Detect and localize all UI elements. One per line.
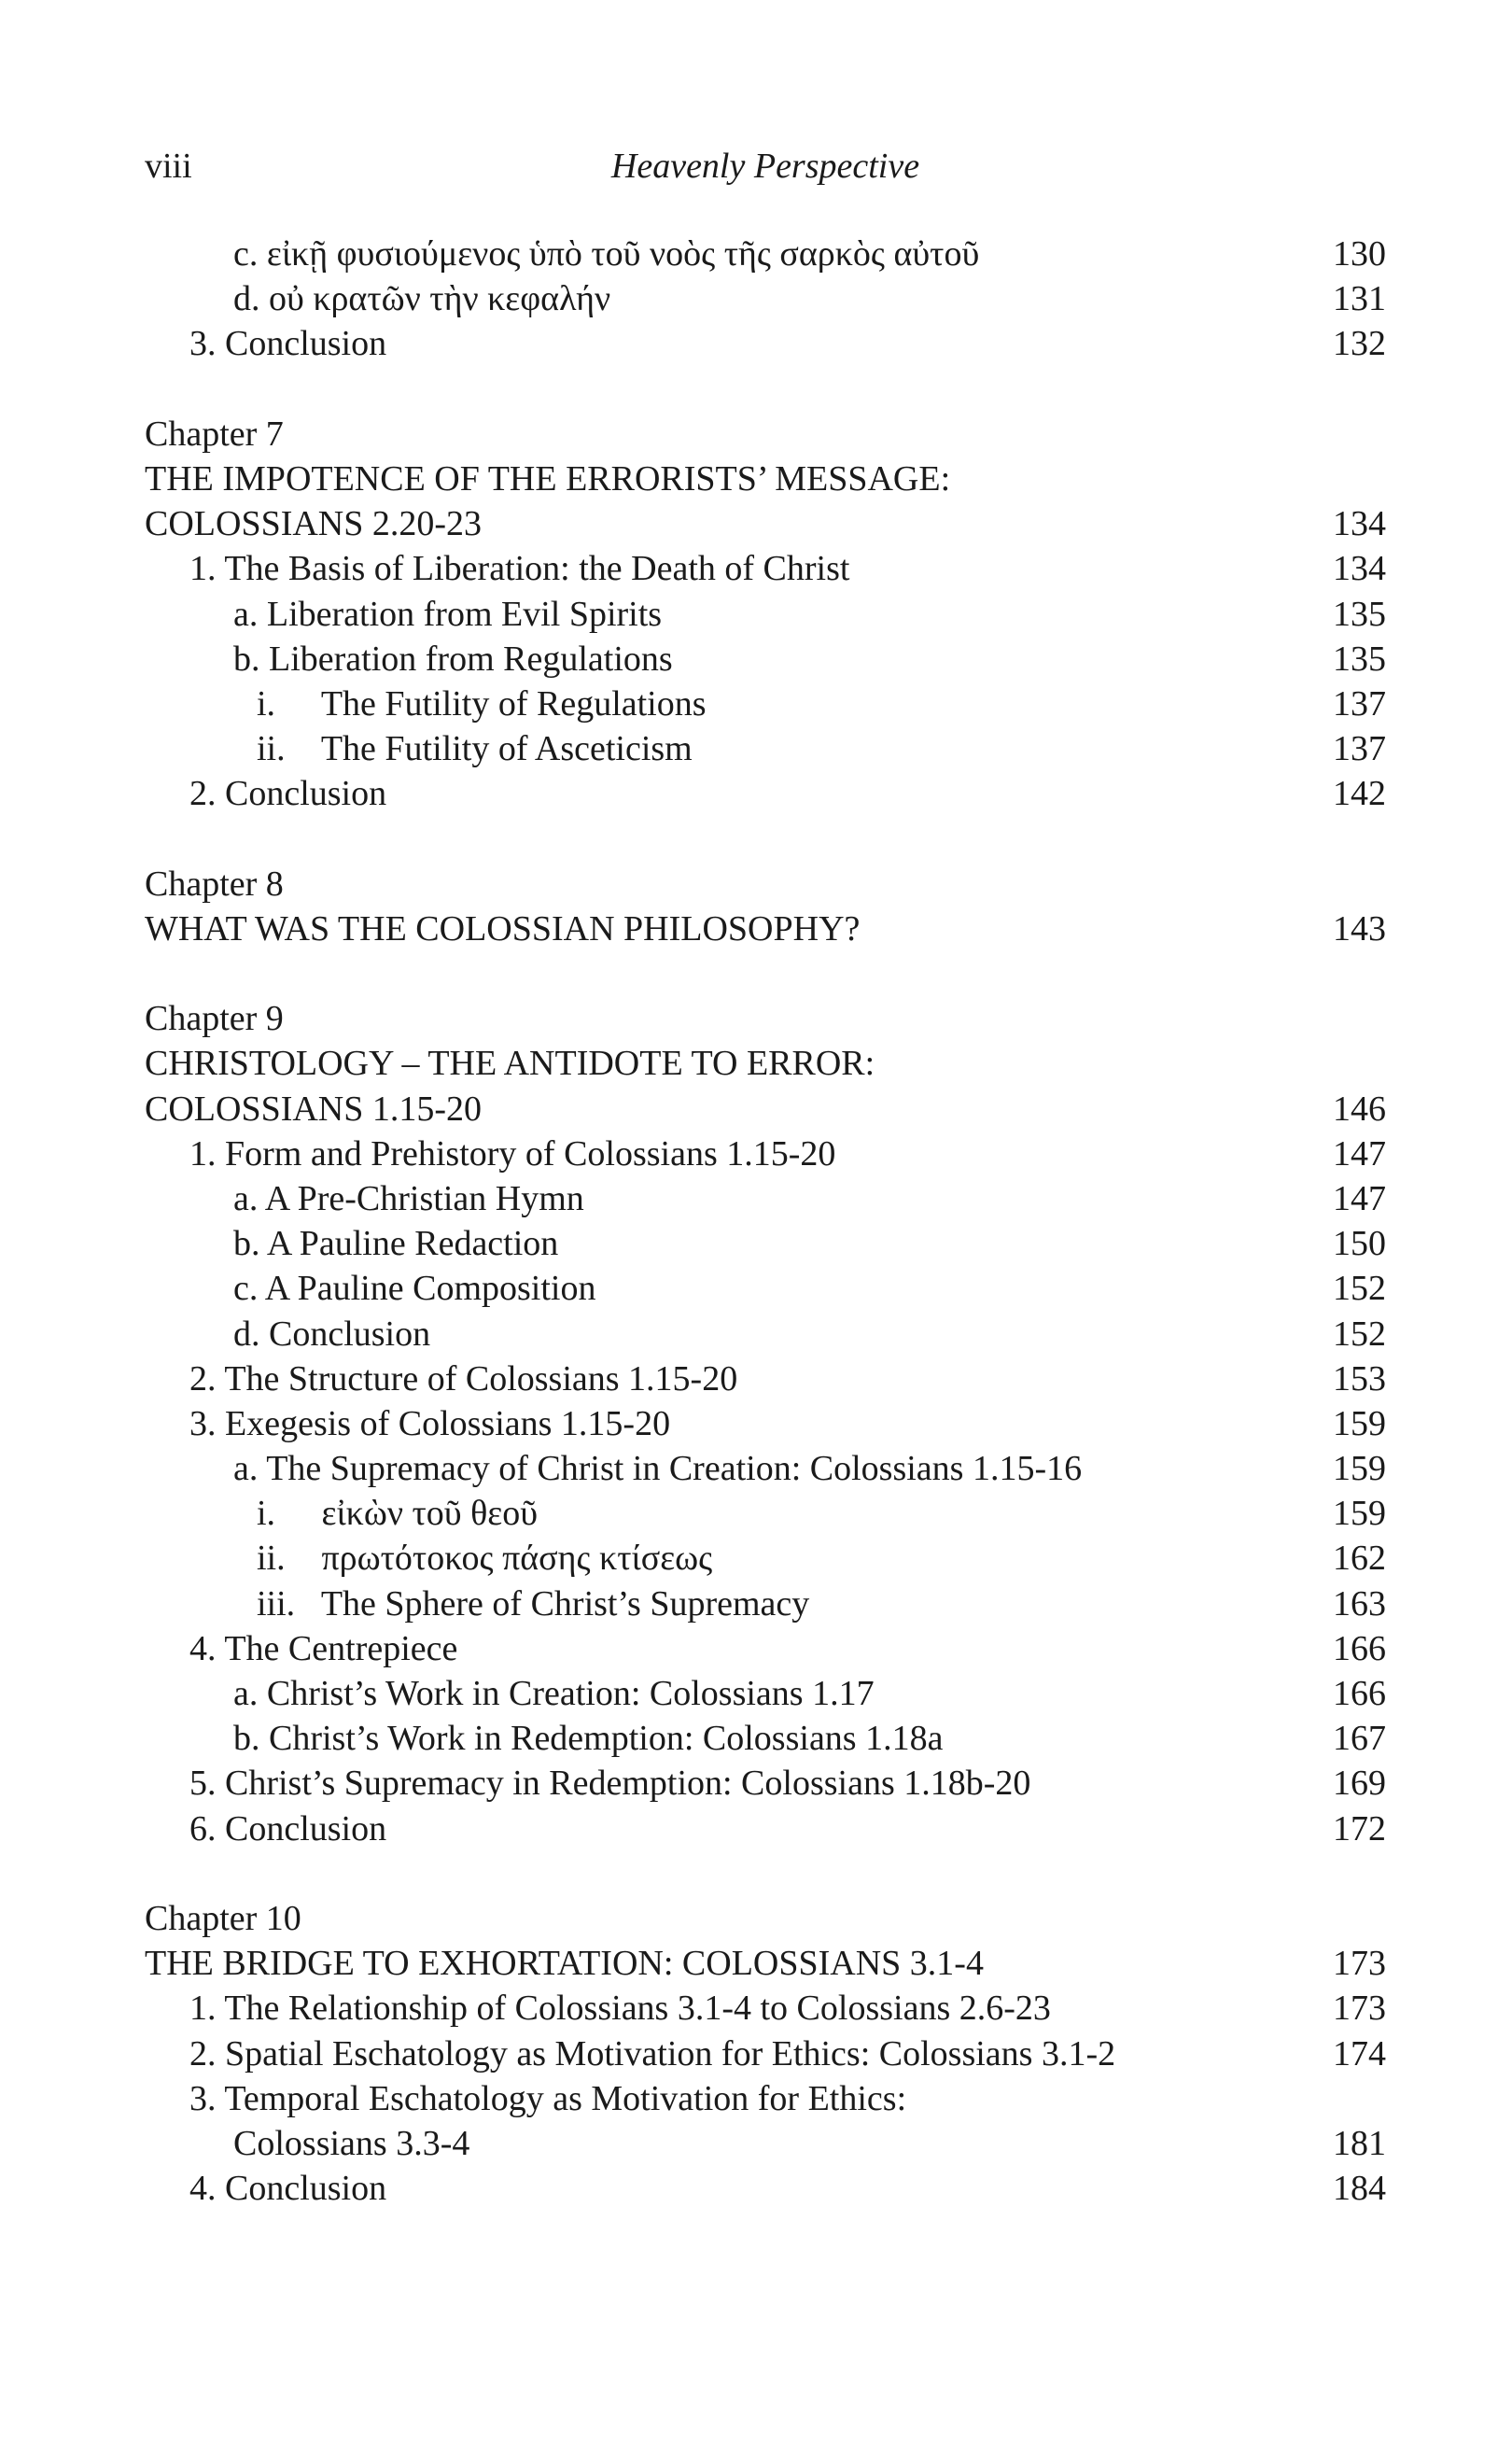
toc-entry (145, 321, 1386, 366)
toc-entry-title: Colossians 3.3-4 (233, 2123, 470, 2163)
toc-entry-title: Conclusion (225, 2169, 387, 2209)
page-number: viii (145, 147, 192, 186)
toc-entry (145, 682, 1386, 726)
toc-entry-page: 174 (1333, 2033, 1386, 2073)
toc-entry-title: Chapter 8 (145, 864, 284, 904)
toc-entry-number: 4. (189, 2169, 217, 2209)
toc-entry-text (189, 1761, 1030, 1806)
toc-entry-title: The Centrepiece (224, 1628, 458, 1668)
toc-entry (145, 1536, 1386, 1581)
toc-entry (145, 1221, 1386, 1266)
toc-entry-title: The Structure of Colossians 1.15-20 (224, 1358, 738, 1399)
toc-entry (145, 2076, 1386, 2121)
toc-entry-text (233, 1266, 595, 1311)
toc-entry-title: Christ’s Work in Redemption: Colossians 1.18a (269, 1719, 944, 1759)
toc-entry-number: d. (233, 279, 260, 319)
toc-entry-number: i. (257, 683, 276, 724)
toc-entry-number: iii. (257, 1583, 296, 1624)
toc-entry-page: 159 (1333, 1494, 1386, 1534)
toc-entry-text (233, 592, 662, 637)
toc-entry (145, 1401, 1386, 1446)
toc-entry (145, 501, 1386, 546)
section-spacer (145, 816, 1386, 861)
toc-entry-text (257, 726, 693, 771)
toc-entry-number: ii. (257, 729, 286, 769)
toc-entry-page: 153 (1333, 1358, 1386, 1399)
running-head (145, 140, 1386, 192)
toc-entry-page: 132 (1333, 324, 1386, 364)
toc-entry-page: 142 (1333, 774, 1386, 814)
toc-entry-title: Christ’s Supremacy in Redemption: Colossians 1.18b-20 (225, 1764, 1031, 1804)
toc-entry-title: Chapter 10 (145, 1898, 301, 1938)
toc-entry (145, 862, 1386, 907)
toc-entry-page: 167 (1333, 1719, 1386, 1759)
toc-entry (145, 1446, 1386, 1491)
toc-entry-title: A Pre-Christian Hymn (264, 1178, 584, 1218)
toc-entry-number: i. (257, 1494, 276, 1534)
toc-entry-title: Chapter 9 (145, 999, 284, 1039)
toc-entry-number: b. (233, 1224, 260, 1264)
toc-entry-text (189, 2031, 1115, 2076)
toc-entry-number: d. (233, 1314, 260, 1354)
toc-entry-text (233, 1176, 584, 1221)
table-of-contents (145, 232, 1386, 2211)
toc-entry (145, 1312, 1386, 1357)
toc-entry-text (145, 412, 284, 457)
toc-entry-text (145, 457, 950, 501)
toc-entry-text (189, 771, 386, 816)
toc-entry-title: Exegesis of Colossians 1.15-20 (225, 1403, 671, 1443)
toc-entry (145, 907, 1386, 951)
toc-entry-title: Conclusion (269, 1314, 431, 1354)
toc-entry (145, 1626, 1386, 1671)
toc-entry-number: 2. (189, 1358, 217, 1399)
toc-entry-text (233, 232, 979, 276)
toc-entry-title: Conclusion (225, 774, 387, 814)
toc-entry (145, 1176, 1386, 1221)
toc-entry-title: Conclusion (225, 324, 387, 364)
toc-entry (145, 1491, 1386, 1536)
toc-entry-text (189, 2166, 386, 2211)
toc-entry-text (257, 1581, 809, 1626)
toc-entry-text (189, 2076, 906, 2121)
toc-entry-number: c. (233, 1269, 259, 1309)
toc-entry-text (145, 1041, 875, 1086)
toc-entry-number: a. (233, 1674, 259, 1713)
toc-entry-number: b. (233, 639, 260, 679)
toc-entry-title: The Futility of Regulations (320, 683, 707, 724)
toc-entry-title: Temporal Eschatology as Motivation for Ethics: (224, 2078, 907, 2118)
toc-entry-number: 2. (189, 2033, 217, 2073)
toc-entry-page: 137 (1333, 729, 1386, 769)
toc-entry-title: The Sphere of Christ’s Supremacy (320, 1583, 810, 1624)
toc-entry-text (257, 682, 707, 726)
toc-entry-text (233, 1716, 943, 1761)
toc-entry-title: οὐ κρατῶν τὴν κεφαλήν (269, 279, 611, 319)
toc-entry-number: 4. (189, 1628, 217, 1668)
toc-entry-text (145, 996, 284, 1041)
toc-entry-page: 137 (1333, 683, 1386, 724)
toc-entry-page: 166 (1333, 1674, 1386, 1713)
toc-entry-text (145, 1896, 301, 1941)
toc-entry-text (233, 276, 610, 321)
toc-entry (145, 1581, 1386, 1626)
toc-entry-page: 172 (1333, 1808, 1386, 1849)
toc-entry-page: 130 (1333, 234, 1386, 274)
toc-entry-number: 1. (189, 1989, 217, 2029)
toc-entry-title: CHRISTOLOGY – THE ANTIDOTE TO ERROR: (145, 1044, 875, 1084)
section-spacer (145, 951, 1386, 996)
toc-entry-number: a. (233, 594, 259, 634)
toc-entry (145, 726, 1386, 771)
toc-entry-text (189, 1132, 835, 1176)
toc-entry-text (145, 1087, 482, 1132)
toc-entry-text (189, 1626, 457, 1671)
toc-entry-number: c. (233, 234, 259, 274)
toc-entry (145, 2166, 1386, 2211)
toc-entry-title: Liberation from Evil Spirits (266, 594, 663, 634)
toc-entry-title: The Supremacy of Christ in Creation: Colossians 1.15-16 (266, 1449, 1083, 1489)
toc-entry-page: 152 (1333, 1314, 1386, 1354)
toc-entry (145, 276, 1386, 321)
toc-entry-text (233, 2121, 469, 2166)
toc-entry-text (145, 501, 482, 546)
toc-entry (145, 2031, 1386, 2076)
toc-entry-page: 159 (1333, 1403, 1386, 1443)
toc-entry-title: COLOSSIANS 2.20-23 (145, 504, 483, 544)
toc-entry (145, 457, 1386, 501)
toc-entry-page: 135 (1333, 594, 1386, 634)
toc-entry-text (189, 1357, 737, 1401)
toc-entry-title: πρωτότοκος πάσης κτίσεως (321, 1539, 713, 1579)
toc-entry (145, 1132, 1386, 1176)
toc-entry-number: 3. (189, 324, 217, 364)
toc-entry (145, 592, 1386, 637)
toc-entry-title: THE BRIDGE TO EXHORTATION: COLOSSIANS 3.1-4 (145, 1944, 984, 1984)
toc-entry (145, 2121, 1386, 2166)
toc-entry-title: A Pauline Composition (264, 1269, 596, 1309)
toc-entry-title: Form and Prehistory of Colossians 1.15-20 (225, 1133, 836, 1174)
toc-entry-number: 3. (189, 2078, 217, 2118)
toc-entry (145, 1806, 1386, 1851)
toc-entry-text (257, 1491, 538, 1536)
toc-entry-page: 173 (1333, 1944, 1386, 1984)
toc-entry (145, 1266, 1386, 1311)
toc-entry-title: εἰκὼν τοῦ θεοῦ (321, 1494, 539, 1534)
toc-entry-page: 134 (1333, 504, 1386, 544)
toc-entry-text (233, 1446, 1082, 1491)
toc-entry-text (233, 637, 673, 682)
toc-entry-text (189, 1806, 386, 1851)
toc-entry (145, 996, 1386, 1041)
toc-entry-text (189, 1986, 1051, 2031)
toc-entry-text (233, 1671, 875, 1716)
toc-entry-page: 147 (1333, 1178, 1386, 1218)
toc-entry-text (189, 1401, 670, 1446)
toc-entry-title: Chapter 7 (145, 414, 284, 454)
toc-entry-title: WHAT WAS THE COLOSSIAN PHILOSOPHY? (145, 908, 861, 949)
toc-entry-text (189, 321, 386, 366)
toc-entry-title: εἰκῇ φυσιούμενος ὑπὸ τοῦ νοὸς τῆς σαρκὸς αὐτοῦ (266, 234, 980, 274)
toc-entry (145, 637, 1386, 682)
toc-entry-title: THE IMPOTENCE OF THE ERRORISTS’ MESSAGE: (145, 458, 951, 499)
section-spacer (145, 1851, 1386, 1896)
toc-entry-text (257, 1536, 712, 1581)
toc-entry-number: ii. (257, 1539, 286, 1579)
toc-entry-number: 1. (189, 549, 217, 589)
toc-entry-number: a. (233, 1178, 259, 1218)
toc-entry-page: 169 (1333, 1764, 1386, 1804)
toc-entry-title: The Futility of Asceticism (320, 729, 693, 769)
toc-entry-title: The Basis of Liberation: the Death of Christ (224, 549, 850, 589)
toc-entry (145, 1716, 1386, 1761)
section-spacer (145, 367, 1386, 412)
toc-entry (145, 1941, 1386, 1986)
toc-entry-page: 181 (1333, 2123, 1386, 2163)
toc-entry-title: Spatial Eschatology as Motivation for Ethics: Colossians 3.1-2 (225, 2033, 1116, 2073)
toc-entry-title: Christ’s Work in Creation: Colossians 1.17 (266, 1674, 875, 1713)
toc-entry-number: 2. (189, 774, 217, 814)
toc-entry (145, 1041, 1386, 1086)
toc-entry-number: 3. (189, 1403, 217, 1443)
toc-entry-page: 135 (1333, 639, 1386, 679)
toc-entry-text (233, 1312, 430, 1357)
toc-entry (145, 771, 1386, 816)
toc-entry-page: 147 (1333, 1133, 1386, 1174)
toc-entry-title: Liberation from Regulations (269, 639, 673, 679)
toc-entry-text (145, 1941, 984, 1986)
toc-entry-page: 163 (1333, 1583, 1386, 1624)
toc-entry (145, 1357, 1386, 1401)
toc-entry-page: 150 (1333, 1224, 1386, 1264)
toc-entry-page: 184 (1333, 2169, 1386, 2209)
toc-entry-page: 162 (1333, 1539, 1386, 1579)
toc-entry-number: 6. (189, 1808, 217, 1849)
toc-entry-page: 166 (1333, 1628, 1386, 1668)
toc-entry-number: a. (233, 1449, 259, 1489)
toc-entry-number: b. (233, 1719, 260, 1759)
toc-entry (145, 412, 1386, 457)
toc-entry-page: 146 (1333, 1089, 1386, 1129)
toc-entry-title: Conclusion (225, 1808, 387, 1849)
toc-entry (145, 546, 1386, 591)
toc-entry-page: 159 (1333, 1449, 1386, 1489)
toc-entry-title: The Relationship of Colossians 3.1-4 to Colossians 2.6-23 (224, 1989, 1051, 2029)
toc-entry-page: 152 (1333, 1269, 1386, 1309)
toc-entry (145, 1761, 1386, 1806)
toc-entry-title: A Pauline Redaction (266, 1224, 559, 1264)
toc-entry-text (145, 907, 860, 951)
toc-entry (145, 1087, 1386, 1132)
toc-entry-text (233, 1221, 558, 1266)
toc-entry (145, 232, 1386, 276)
toc-entry-text (189, 546, 849, 591)
toc-entry-page: 143 (1333, 908, 1386, 949)
toc-entry-page: 173 (1333, 1989, 1386, 2029)
toc-entry-text (145, 862, 284, 907)
toc-entry (145, 1986, 1386, 2031)
toc-entry-page: 134 (1333, 549, 1386, 589)
toc-entry (145, 1896, 1386, 1941)
toc-entry-number: 5. (189, 1764, 217, 1804)
toc-entry-title: COLOSSIANS 1.15-20 (145, 1089, 483, 1129)
toc-entry (145, 1671, 1386, 1716)
book-title: Heavenly Perspective (610, 147, 920, 186)
toc-entry-page: 131 (1333, 279, 1386, 319)
toc-entry-number: 1. (189, 1133, 217, 1174)
